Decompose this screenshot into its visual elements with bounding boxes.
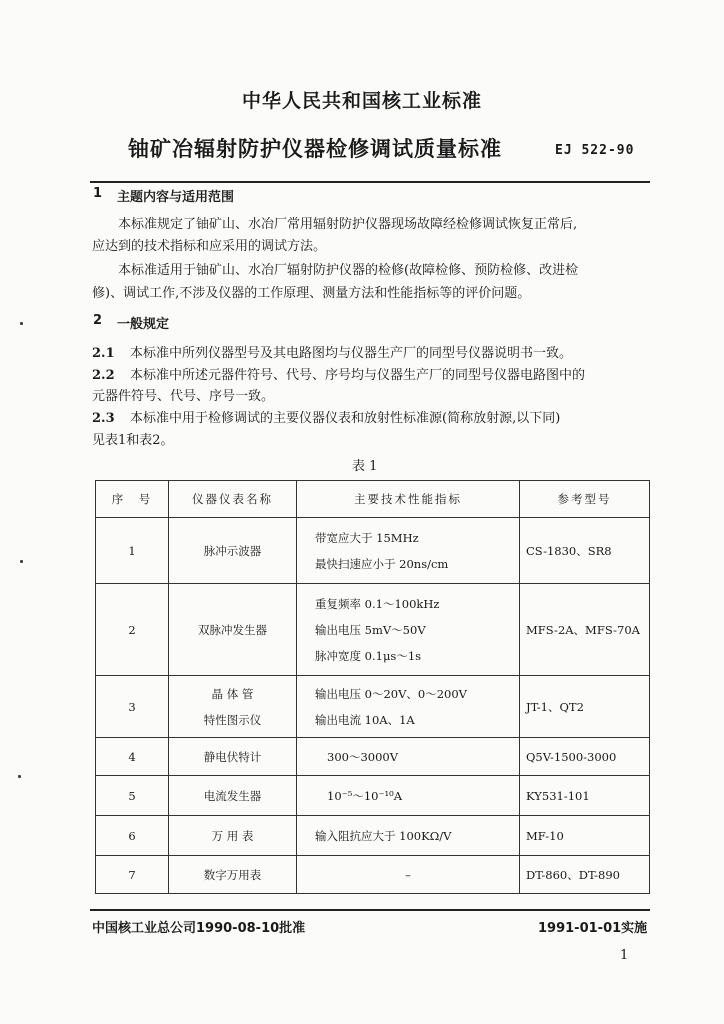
row-no: 5 bbox=[96, 776, 169, 816]
row-specs bbox=[297, 738, 520, 776]
standard-title: 铀矿冶辐射防护仪器检修调试质量标准 bbox=[128, 137, 502, 161]
table-row bbox=[96, 816, 650, 856]
row-name: 数字万用表 bbox=[169, 856, 297, 894]
section-1-para-2-line-1: 本标准适用于铀矿山、水冶厂辐射防护仪器的检修(故障检修、预防检修、改进检 bbox=[118, 263, 579, 278]
standard-number: EJ 522-90 bbox=[555, 143, 635, 158]
section-1-number: 1 bbox=[93, 186, 103, 201]
clause-2-3-number: 2.3 bbox=[92, 411, 115, 426]
row-name-line-2: 特性图示仪 bbox=[203, 712, 262, 727]
clause-2-3-line-2: 见表1和表2。 bbox=[92, 433, 174, 448]
row-specs bbox=[297, 518, 520, 584]
row-name: 电流发生器 bbox=[169, 776, 297, 816]
spec-line: 输出电压 0～20V、0～200V bbox=[315, 686, 467, 701]
section-2-heading: 一般规定 bbox=[117, 317, 170, 332]
clause-2-2-line-2: 元器件符号、代号、序号一致。 bbox=[92, 389, 275, 404]
spec-line: 脉冲宽度 0.1μs～1s bbox=[315, 648, 422, 663]
top-rule bbox=[90, 181, 650, 183]
row-specs bbox=[297, 856, 520, 894]
row-model: Q5V-1500-3000 bbox=[520, 738, 650, 776]
row-model: DT-860、DT-890 bbox=[520, 856, 650, 894]
row-model: KY531-101 bbox=[520, 776, 650, 816]
spec-line: 300～3000V bbox=[327, 749, 399, 764]
section-1-para-1-line-1: 本标准规定了铀矿山、水冶厂常用辐射防护仪器现场故障经检修调试恢复正常后, bbox=[118, 217, 578, 232]
row-no: 4 bbox=[96, 738, 169, 776]
table-row bbox=[96, 518, 650, 584]
row-no: 2 bbox=[96, 584, 169, 676]
spec-line: 重复频率 0.1～100kHz bbox=[315, 596, 440, 611]
row-model: MF-10 bbox=[520, 816, 650, 856]
table-row bbox=[96, 584, 650, 676]
row-specs bbox=[297, 816, 520, 856]
table-row bbox=[96, 738, 650, 776]
spec-line: 带宽应大于 15MHz bbox=[315, 530, 419, 545]
clause-2-2-number: 2.2 bbox=[92, 368, 115, 383]
header-model: 参考型号 bbox=[520, 481, 650, 518]
row-name: 脉冲示波器 bbox=[169, 518, 297, 584]
standard-organization: 中华人民共和国核工业标准 bbox=[241, 90, 482, 112]
row-model: JT-1、QT2 bbox=[520, 676, 650, 738]
row-no: 3 bbox=[96, 676, 169, 738]
effective-date: 1991-01-01实施 bbox=[538, 921, 648, 936]
table-row bbox=[96, 776, 650, 816]
row-name: 静电伏特计 bbox=[169, 738, 297, 776]
header-specs: 主要技术性能指标 bbox=[297, 481, 520, 518]
table-header-row bbox=[96, 481, 650, 518]
spec-line: 输出电流 10A、1A bbox=[315, 712, 415, 727]
row-no: 1 bbox=[96, 518, 169, 584]
header-no: 序 号 bbox=[96, 481, 169, 518]
section-2-number: 2 bbox=[93, 313, 103, 328]
table-row bbox=[96, 676, 650, 738]
row-no: 7 bbox=[96, 856, 169, 894]
spec-line: 输入阻抗应大于 100KΩ/V bbox=[315, 828, 452, 843]
row-name: 万 用 表 bbox=[169, 816, 297, 856]
table-row bbox=[96, 856, 650, 894]
spec-line: 最快扫速应小于 20ns/cm bbox=[315, 556, 449, 571]
spec-line: 输出电压 5mV～50V bbox=[315, 622, 426, 637]
row-specs bbox=[297, 676, 520, 738]
scan-speck bbox=[20, 560, 23, 563]
row-name: 双脉冲发生器 bbox=[169, 584, 297, 676]
row-name bbox=[169, 676, 297, 738]
row-model: MFS-2A、MFS-70A bbox=[520, 584, 650, 676]
row-model: CS-1830、SR8 bbox=[520, 518, 650, 584]
row-name-line-1: 晶 体 管 bbox=[211, 686, 254, 701]
row-specs bbox=[297, 776, 520, 816]
bottom-rule bbox=[90, 909, 650, 911]
row-no: 6 bbox=[96, 816, 169, 856]
page-number: 1 bbox=[620, 948, 629, 963]
header-name: 仪器仪表名称 bbox=[169, 481, 297, 518]
clause-2-3-line-1: 本标准中用于检修调试的主要仪器仪表和放射性标准源(简称放射源,以下同) bbox=[130, 411, 561, 426]
row-specs bbox=[297, 584, 520, 676]
section-1-para-2-line-2: 修)、调试工作,不涉及仪器的工作原理、测量方法和性能指标等的评价问题。 bbox=[92, 286, 531, 301]
spec-line: 10⁻⁵～10⁻¹⁰A bbox=[327, 788, 403, 803]
table-1-caption: 表 1 bbox=[352, 459, 378, 474]
clause-2-1-text: 本标准中所列仪器型号及其电路图均与仪器生产厂的同型号仪器说明书一致。 bbox=[130, 346, 573, 361]
scan-speck bbox=[20, 322, 23, 325]
clause-2-2-line-1: 本标准中所述元器件符号、代号、序号均与仪器生产厂的同型号仪器电路图中的 bbox=[130, 368, 586, 383]
section-1-para-1-line-2: 应达到的技术指标和应采用的调试方法。 bbox=[92, 239, 327, 254]
approval-date: 中国核工业总公司1990-08-10批准 bbox=[92, 921, 306, 936]
scan-speck bbox=[18, 775, 21, 778]
spec-line: – bbox=[405, 867, 411, 882]
table-1 bbox=[95, 480, 650, 894]
clause-2-1-number: 2.1 bbox=[92, 346, 115, 361]
section-1-heading: 主题内容与适用范围 bbox=[117, 190, 235, 205]
